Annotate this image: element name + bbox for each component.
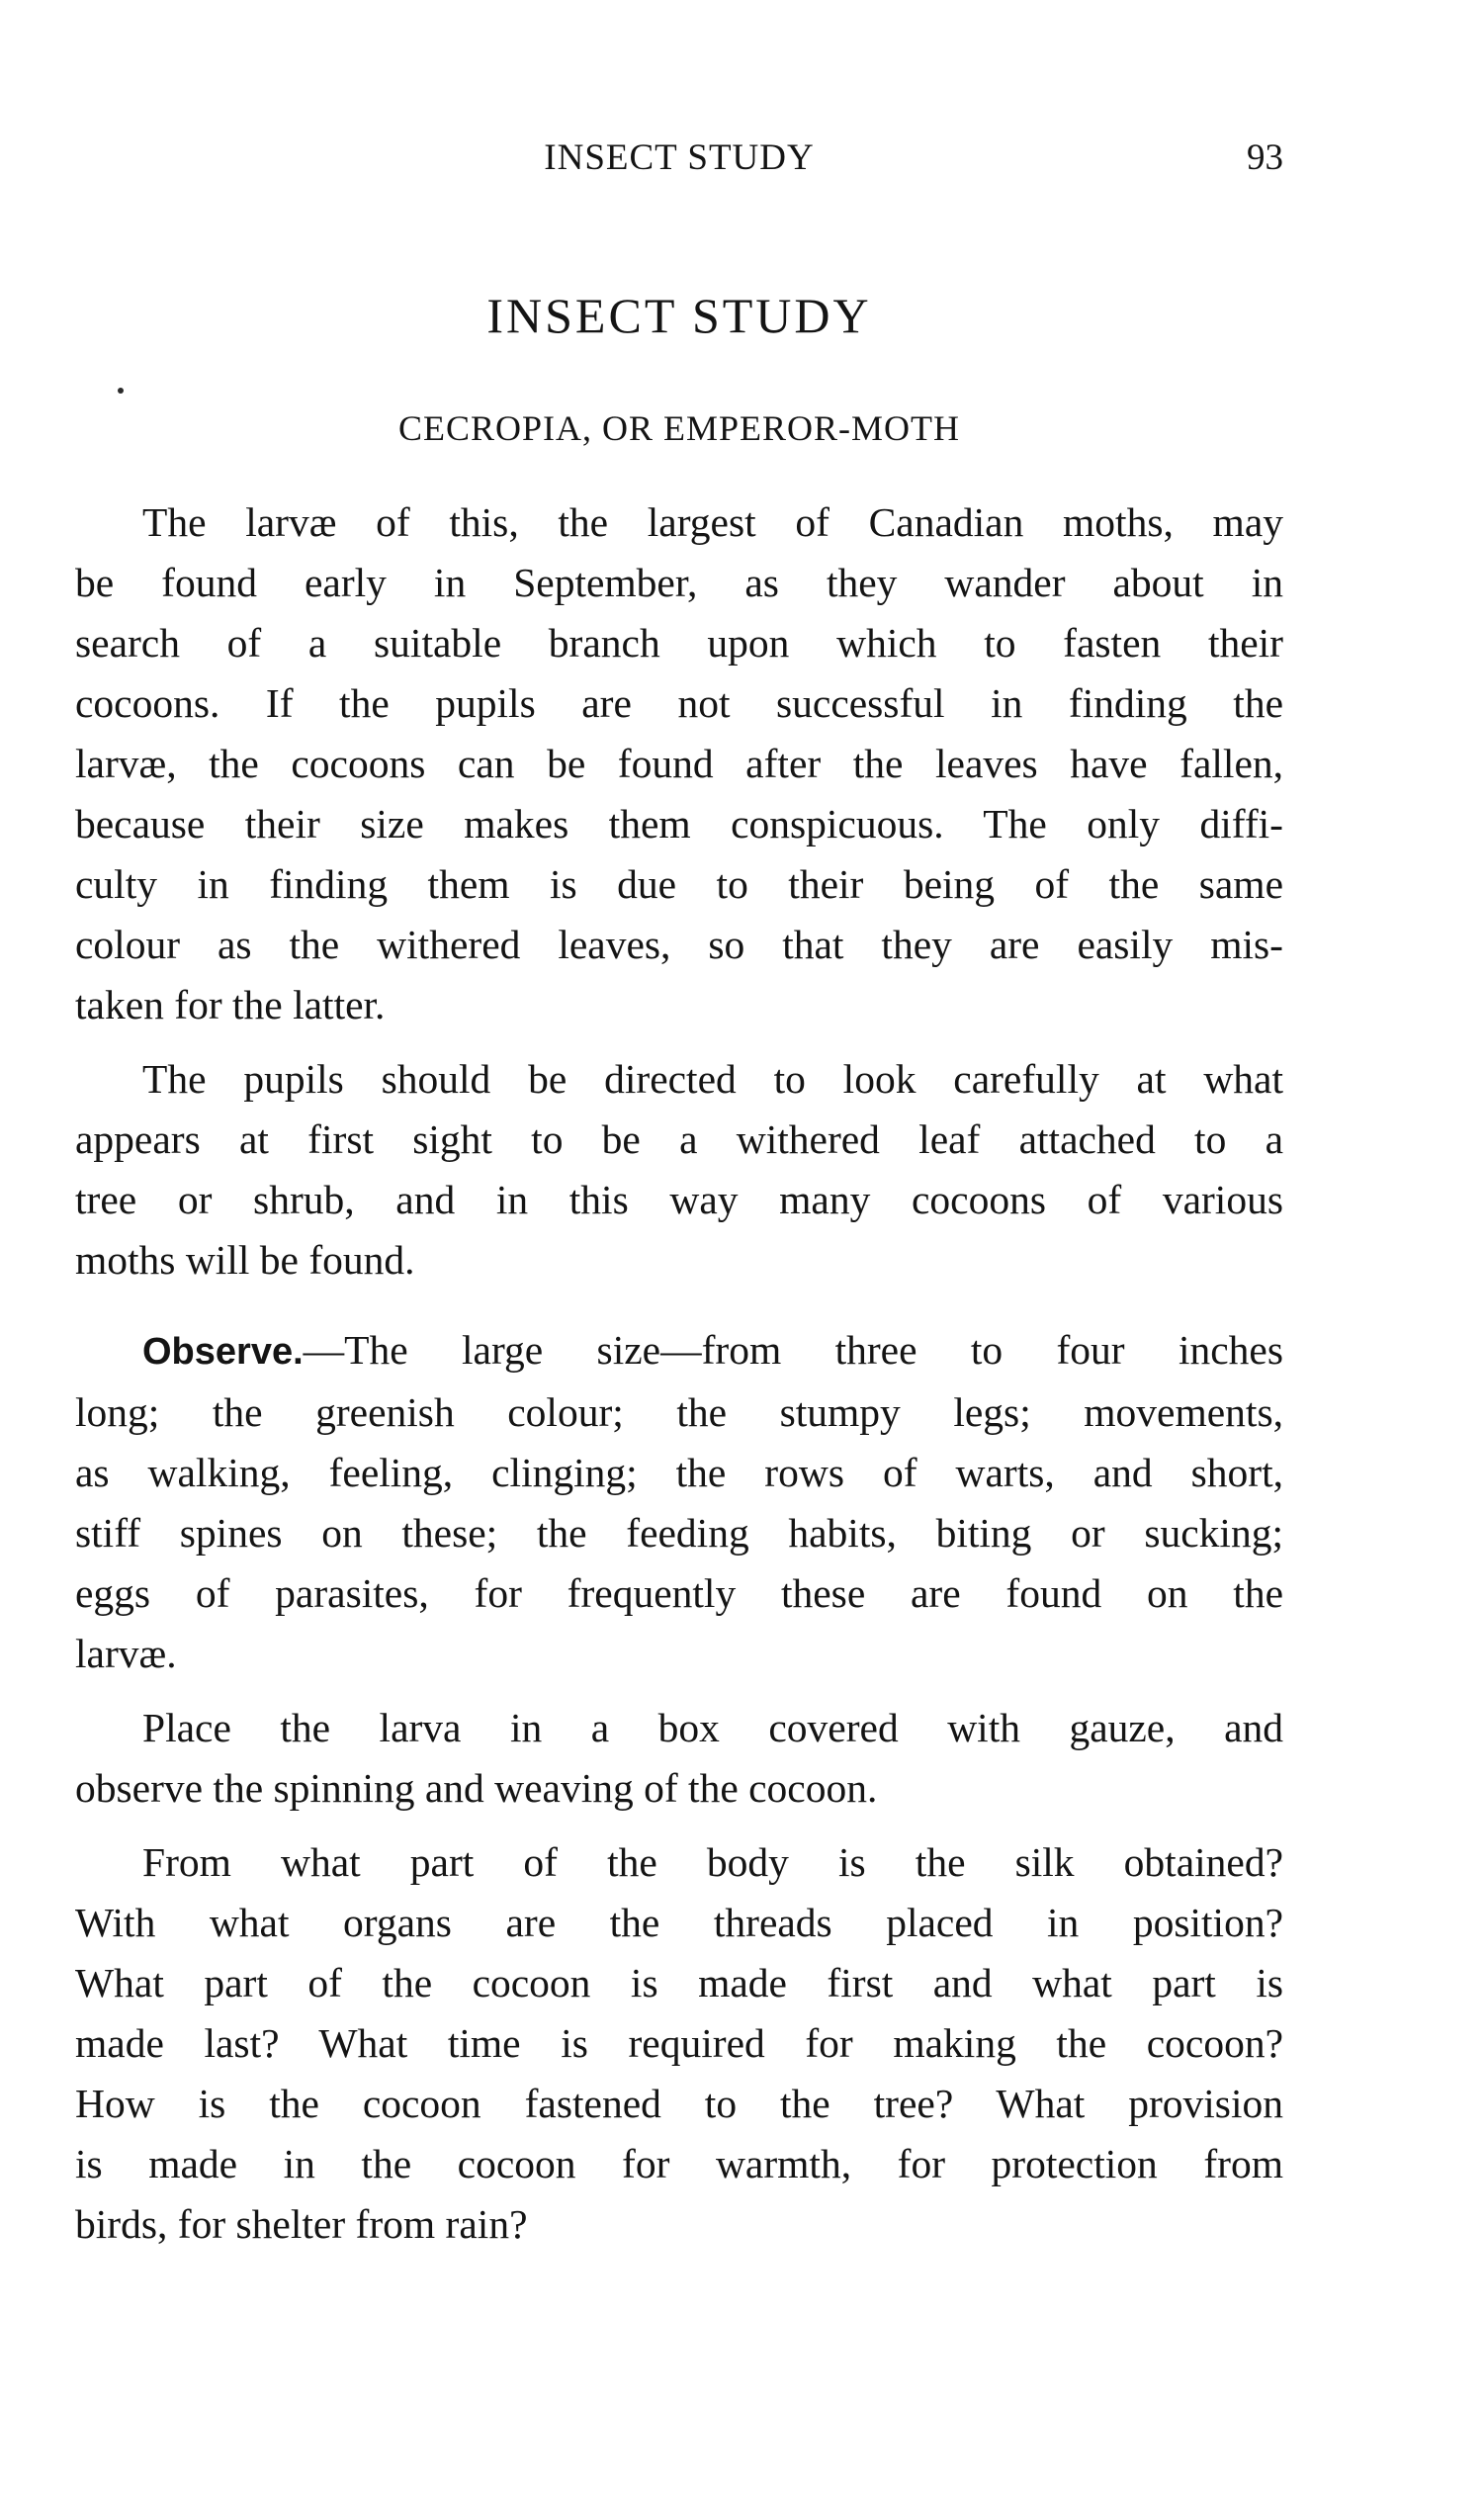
- running-title: INSECT STUDY: [544, 137, 815, 178]
- text-line: is made in the cocoon for warmth, for protection from: [75, 2141, 1283, 2186]
- paragraph-search: [75, 1049, 1283, 1291]
- text-line: stiff spines on these; the feeding habits, biting or sucking;: [75, 1510, 1283, 1556]
- text-line: appears at first sight to be a withered leaf attached to a: [75, 1116, 1283, 1162]
- text-line-rest: —The large size—from three to four inches: [303, 1327, 1283, 1373]
- text-line: observe the spinning and weaving of the cocoon.: [75, 1765, 878, 1811]
- text-line: What part of the cocoon is made first and what part is: [75, 1960, 1283, 2005]
- text-line: colour as the withered leaves, so that they are easily mis-: [75, 922, 1283, 967]
- paragraph-larva-box: [75, 1698, 1283, 1819]
- text-line: be found early in September, as they wander about in: [75, 560, 1283, 605]
- text-line: search of a suitable branch upon which to fasten their: [75, 620, 1283, 666]
- text-line: cocoons. If the pupils are not successful in finding the: [75, 680, 1283, 726]
- text-line: as walking, feeling, clinging; the rows of warts, and short,: [75, 1450, 1283, 1495]
- paragraph-gap: [75, 1035, 1283, 1049]
- paragraph-questions: [75, 1832, 1283, 2255]
- text-line: [75, 1320, 1283, 1382]
- text-line: The larvæ of this, the largest of Canadian moths, may: [142, 499, 1283, 545]
- observe-lead: Observe.: [142, 1331, 304, 1373]
- text-line: larvæ, the cocoons can be found after the leaves have fallen,: [75, 741, 1283, 786]
- text-line: Place the larva in a box covered with gauze, and: [142, 1705, 1283, 1750]
- text-line: How is the cocoon fastened to the tree? What provision: [75, 2081, 1283, 2126]
- text-line: tree or shrub, and in this way many cocoons of various: [75, 1177, 1283, 1222]
- text-line: birds, for shelter from rain?: [75, 2201, 528, 2247]
- page-number: 93: [1247, 137, 1283, 178]
- text-line: made last? What time is required for making the cocoon?: [75, 2020, 1283, 2066]
- paragraph-gap: [75, 1291, 1283, 1320]
- text-line: larvæ.: [75, 1631, 177, 1676]
- ink-speck: [118, 388, 124, 394]
- running-head: [75, 136, 1283, 186]
- paragraph-observe: [75, 1320, 1283, 1684]
- section-subtitle: CECROPIA, OR EMPEROR-MOTH: [397, 408, 961, 448]
- text-line: moths will be found.: [75, 1237, 415, 1283]
- text-line: because their size makes them conspicuous. The only diffi-: [75, 801, 1283, 846]
- paragraph-gap: [75, 1819, 1283, 1832]
- paragraph-gap: [75, 1684, 1283, 1698]
- text-line: taken for the latter.: [75, 982, 386, 1027]
- text-line: culty in finding them is due to their being of the same: [75, 861, 1283, 907]
- paragraph-larvae: [75, 492, 1283, 1035]
- text-line: The pupils should be directed to look carefully at what: [142, 1056, 1283, 1102]
- text-line: From what part of the body is the silk obtained?: [142, 1839, 1283, 1885]
- body-text: [75, 492, 1283, 2255]
- text-line: long; the greenish colour; the stumpy legs; movements,: [75, 1389, 1283, 1435]
- text-line: eggs of parasites, for frequently these are found on the: [75, 1570, 1283, 1616]
- text-line: With what organs are the threads placed in position?: [75, 1900, 1283, 1945]
- section-title: INSECT STUDY: [486, 288, 872, 343]
